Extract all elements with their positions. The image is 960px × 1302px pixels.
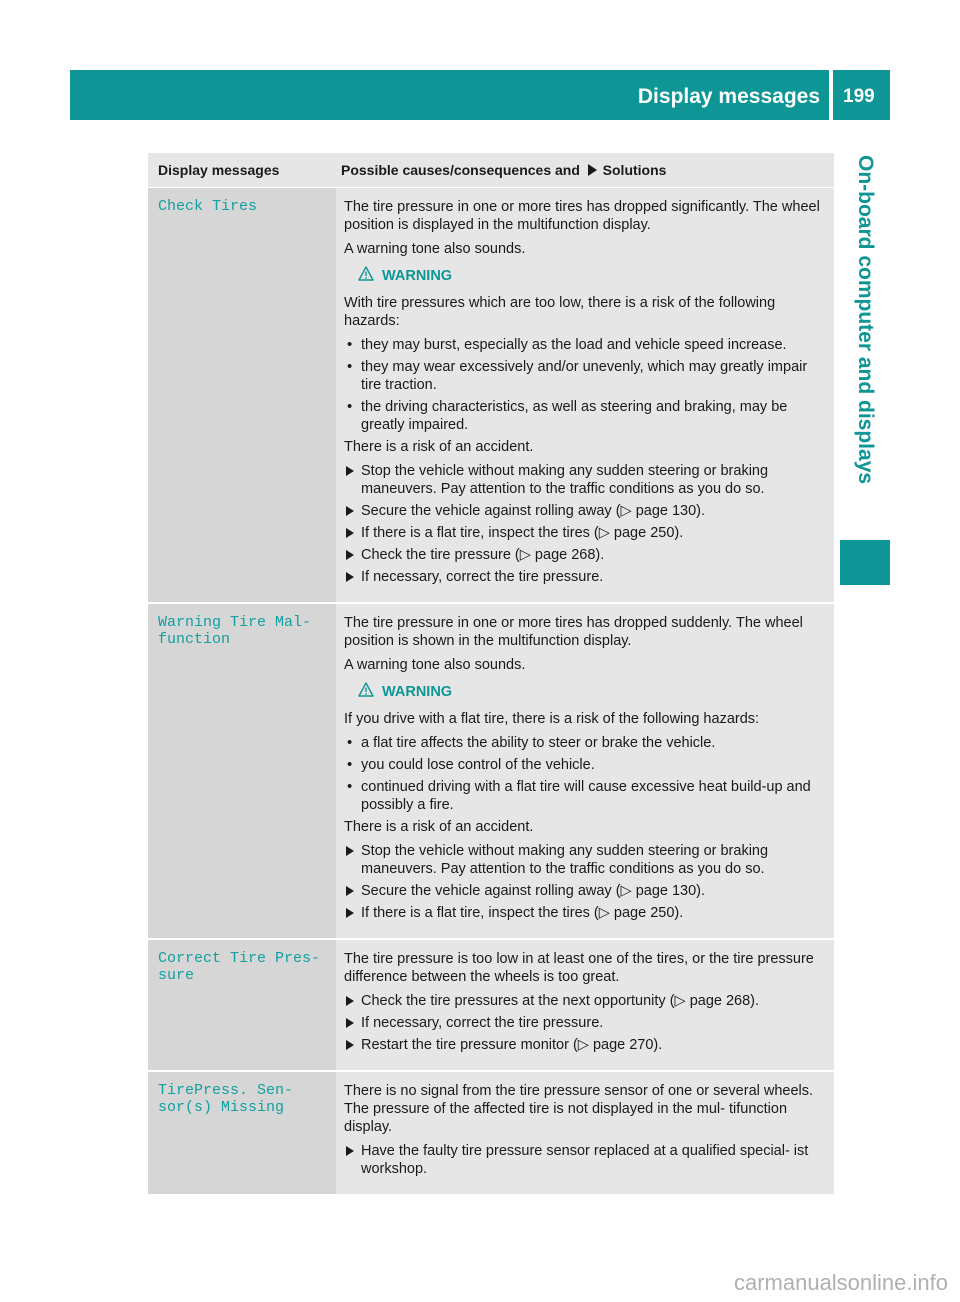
causes-solutions-cell [336, 940, 834, 1070]
step-text: Stop the vehicle without making any sudden steering or braking maneuvers. Pay attention to the traffic conditions as you do so. [361, 463, 769, 497]
instruction-step [344, 882, 828, 900]
step-text: If there is a flat tire, inspect the tires (▷ page 250). [361, 905, 684, 921]
table-header [148, 153, 834, 188]
description-paragraph: There is a risk of an accident. [344, 439, 534, 455]
display-message-text: Check Tires [158, 198, 258, 215]
hazard-bullet: • they may wear excessively and/or unevenly, which may greatly impair tire traction. [344, 358, 828, 394]
step-text: Secure the vehicle against rolling away (▷ page 130). [361, 883, 706, 899]
step-arrow-icon [346, 466, 354, 476]
instruction-step [344, 1142, 828, 1178]
step-arrow-icon [346, 908, 354, 918]
step-arrow-icon [346, 528, 354, 538]
table-row [148, 604, 834, 940]
column-header-messages: Display messages [158, 162, 280, 178]
display-message-text: sure [158, 967, 195, 984]
step-arrow-icon [346, 1018, 354, 1028]
display-message-text: TirePress. Sen‐ [158, 1082, 294, 1099]
table-row [148, 940, 834, 1072]
step-text: If there is a flat tire, inspect the tires (▷ page 250). [361, 525, 684, 541]
instruction-step [344, 502, 828, 520]
description-paragraph: The tire pressure in one or more tires has dropped suddenly. The wheel position is shown in the multifunction display. [344, 615, 803, 649]
side-section-label: On-board computer and displays [854, 155, 877, 485]
hazard-bullet: • a flat tire affects the ability to steer or brake the vehicle. [344, 734, 828, 752]
column-header-causes [336, 153, 834, 187]
display-message-text: function [158, 631, 231, 648]
watermark: carmanualsonline.info [733, 1270, 948, 1295]
column-header-solutions-text: Solutions [602, 162, 667, 178]
causes-solutions-cell [336, 1072, 834, 1194]
instruction-step [344, 842, 828, 878]
causes-solutions-cell [336, 188, 834, 602]
step-text: Secure the vehicle against rolling away (▷ page 130). [361, 503, 706, 519]
instruction-step [344, 462, 828, 498]
step-text: If necessary, correct the tire pressure. [361, 569, 604, 585]
table-row [148, 1072, 834, 1196]
display-message-cell [148, 188, 336, 602]
instruction-step [344, 1036, 828, 1054]
warning-triangle-icon [358, 682, 382, 702]
description-paragraph: With tire pressures which are too low, there is a risk of the following hazards: [344, 295, 776, 329]
warning-label: WARNING [382, 268, 453, 284]
arrow-right-icon [588, 164, 597, 176]
table-body [148, 188, 834, 1196]
instruction-step [344, 568, 828, 586]
warning-triangle-icon [358, 266, 382, 286]
hazard-bullet: • the driving characteristics, as well as steering and braking, may be greatly impaired. [344, 398, 828, 434]
step-text: Check the tire pressures at the next opportunity (▷ page 268). [361, 993, 760, 1009]
instruction-step [344, 546, 828, 564]
description-paragraph: There is no signal from the tire pressure sensor of one or several wheels. The pressure of the affected tire is not displayed in the mul‐ tifunction display. [344, 1083, 814, 1135]
display-message-cell [148, 604, 336, 938]
hazard-bullet: • you could lose control of the vehicle. [344, 756, 828, 774]
step-arrow-icon [346, 572, 354, 582]
description-paragraph: A warning tone also sounds. [344, 241, 526, 257]
description-paragraph: The tire pressure is too low in at least one of the tires, or the tire pressure difference between the wheels is too great. [344, 951, 814, 985]
display-message-text: sor(s) Missing [158, 1099, 285, 1116]
step-text: Have the faulty tire pressure sensor replaced at a qualified special‐ ist workshop. [361, 1143, 809, 1177]
step-arrow-icon [346, 1146, 354, 1156]
description-paragraph: The tire pressure in one or more tires has dropped significantly. The wheel position is displayed in the multifunction display. [344, 199, 820, 233]
description-paragraph: A warning tone also sounds. [344, 657, 526, 673]
header-separator [829, 70, 833, 120]
step-text: Restart the tire pressure monitor (▷ page 270). [361, 1037, 663, 1053]
display-message-cell [148, 940, 336, 1070]
step-text: If necessary, correct the tire pressure. [361, 1015, 604, 1031]
step-arrow-icon [346, 550, 354, 560]
table-row [148, 188, 834, 604]
instruction-step [344, 904, 828, 922]
page-title: Display messages [637, 85, 820, 108]
step-arrow-icon [346, 846, 354, 856]
display-message-text: Correct Tire Pres‐ [158, 950, 321, 967]
step-arrow-icon [346, 506, 354, 516]
page-number: 199 [843, 86, 875, 107]
instruction-step [344, 992, 828, 1010]
hazard-bullet: • they may burst, especially as the load and vehicle speed increase. [344, 336, 828, 354]
step-arrow-icon [346, 886, 354, 896]
warning-label: WARNING [382, 684, 453, 700]
display-messages-table [148, 153, 834, 1196]
hazard-bullet: • continued driving with a flat tire will cause excessive heat build-up and possibly a fire. [344, 778, 828, 814]
causes-solutions-cell [336, 604, 834, 938]
warning-heading [358, 266, 828, 286]
description-paragraph: There is a risk of an accident. [344, 819, 534, 835]
step-text: Check the tire pressure (▷ page 268). [361, 547, 605, 563]
step-arrow-icon [346, 1040, 354, 1050]
description-paragraph: If you drive with a flat tire, there is a risk of the following hazards: [344, 711, 760, 727]
step-arrow-icon [346, 996, 354, 1006]
side-tab-marker [840, 540, 890, 585]
display-message-text: Warning Tire Mal‐ [158, 614, 312, 631]
step-text: Stop the vehicle without making any sudden steering or braking maneuvers. Pay attention to the traffic conditions as you do so. [361, 843, 769, 877]
warning-heading [358, 682, 828, 702]
instruction-step [344, 524, 828, 542]
display-message-cell [148, 1072, 336, 1194]
column-header-causes-text: Possible causes/consequences and [341, 162, 580, 178]
header-bar [70, 70, 890, 120]
instruction-step [344, 1014, 828, 1032]
